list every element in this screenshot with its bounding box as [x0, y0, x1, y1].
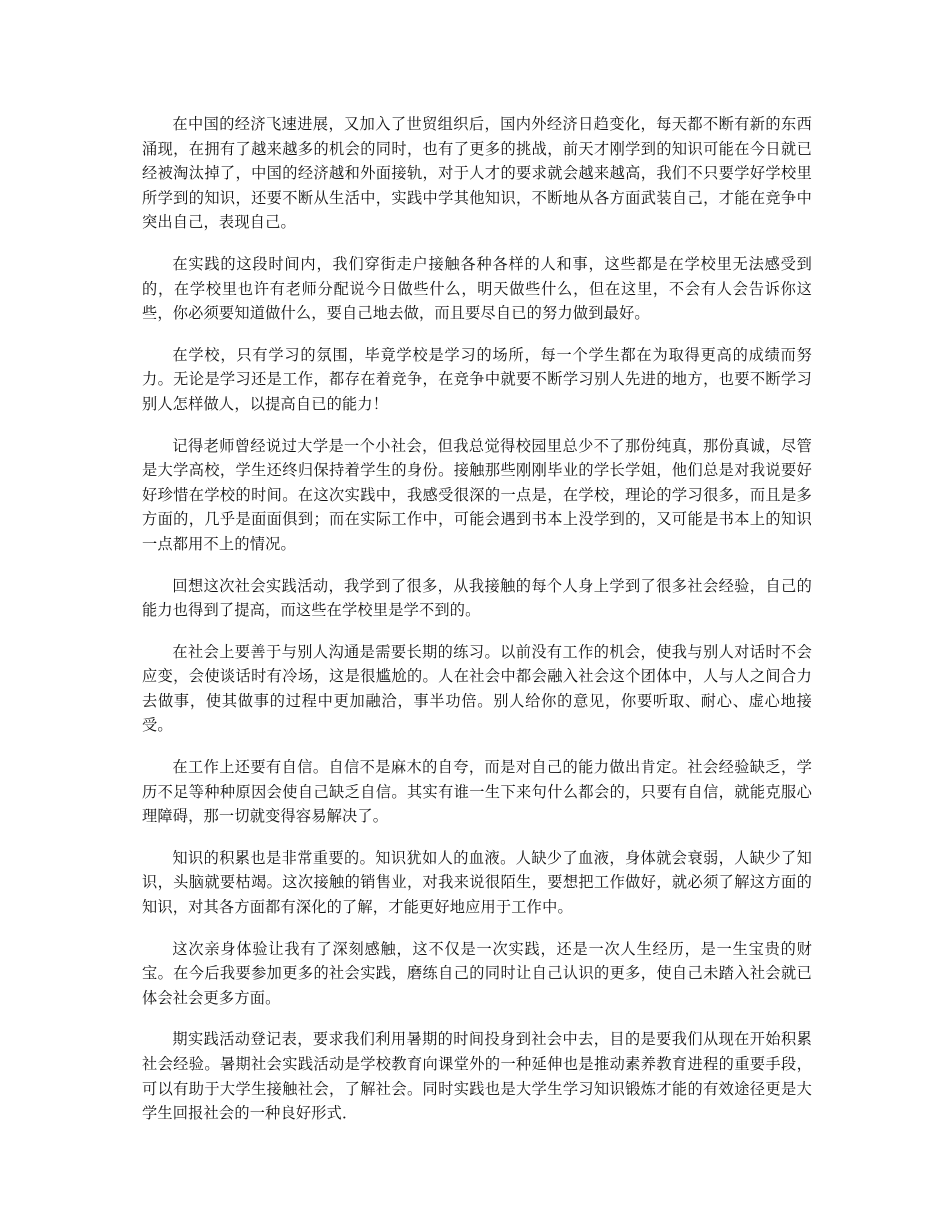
paragraph-8: 知识的积累也是非常重要的。知识犹如人的血液。人缺少了血液，身体就会衰弱，人缺少了知识，头脑就要枯竭。这次接触的销售业，对我来说很陌生，要想把工作做好，就必须了解这方面的知识，对其各方面都有深化的了解，才能更好地应用于工作中。: [142, 848, 812, 917]
paragraph-6: 在社会上要善于与别人沟通是需要长期的练习。以前没有工作的机会，使我与别人对话时不会应变，会使谈话时有冷场，这是很尴尬的。人在社会中都会融入社会这个团体中，人与人之间合力去做事，使其做事的过程中更加融洽，事半功倍。别人给你的意见，你要听取、耐心、虚心地接受。: [142, 642, 812, 735]
paragraph-10: 期实践活动登记表，要求我们利用暑期的时间投身到社会中去，目的是要我们从现在开始积累社会经验。暑期社会实践活动是学校教育向课堂外的一种延伸也是推动素养教育进程的重要手段，可以有助于大学生接触社会，了解社会。同时实践也是大学生学习知识锻炼才能的有效途径更是大学生回报社会的一种良好形式．: [142, 1030, 812, 1123]
paragraph-4: 记得老师曾经说过大学是一个小社会，但我总觉得校园里总少不了那份纯真，那份真诚，尽管是大学高校，学生还终归保持着学生的身份。接触那些刚刚毕业的学长学姐，他们总是对我说要好好珍惜在学校的时间。在这次实践中，我感受很深的一点是，在学校，理论的学习很多，而且是多方面的，几乎是面面俱到；而在实际工作中，可能会遇到书本上没学到的，又可能是书本上的知识一点都用不上的情况。: [142, 436, 812, 553]
paragraph-3: 在学校，只有学习的氛围，毕竟学校是学习的场所，每一个学生都在为取得更高的成绩而努力。无论是学习还是工作，都存在着竞争，在竞争中就要不断学习别人先进的地方，也要不断学习别人怎样做人，以提高自已的能力！: [142, 345, 812, 413]
paragraph-5: 回想这次社会实践活动，我学到了很多，从我接触的每个人身上学到了很多社会经验，自己的能力也得到了提高，而这些在学校里是学不到的。: [142, 576, 812, 620]
paragraph-2: 在实践的这段时间内，我们穿街走户接触各种各样的人和事，这些都是在学校里无法感受到的，在学校里也许有老师分配说今日做些什么，明天做些什么，但在这里，不会有人会告诉你这些，你必须要知道做什么，要自己地去做，而且要尽自已的努力做到最好。: [142, 254, 812, 323]
paragraph-7: 在工作上还要有自信。自信不是麻木的自夸，而是对自己的能力做出肯定。社会经验缺乏，学历不足等种种原因会使自己缺乏自信。其实有谁一生下来句什么都会的，只要有自信，就能克服心理障碍，那一切就变得容易解决了。: [142, 758, 812, 826]
document-page: [142, 112, 812, 1143]
paragraph-1: 在中国的经济飞速进展，又加入了世贸组织后，国内外经济日趋变化，每天都不断有新的东西涌现，在拥有了越来越多的机会的同时，也有了更多的挑战，前天才刚学到的知识可能在今日就已经被淘汰掉了，中国的经济越和外面接轨，对于人才的要求就会越来越高，我们不只要学好学校里所学到的知识，还要不断从生活中，实践中学其他知识，不断地从各方面武装自己，才能在竞争中突出自己，表现自己。: [142, 115, 812, 232]
paragraph-9: 这次亲身体验让我有了深刻感触，这不仅是一次实践，还是一次人生经历，是一生宝贵的财宝。在今后我要参加更多的社会实践，磨练自己的同时让自己认识的更多，使自己未踏入社会就已体会社会更多方面。: [142, 939, 812, 1007]
